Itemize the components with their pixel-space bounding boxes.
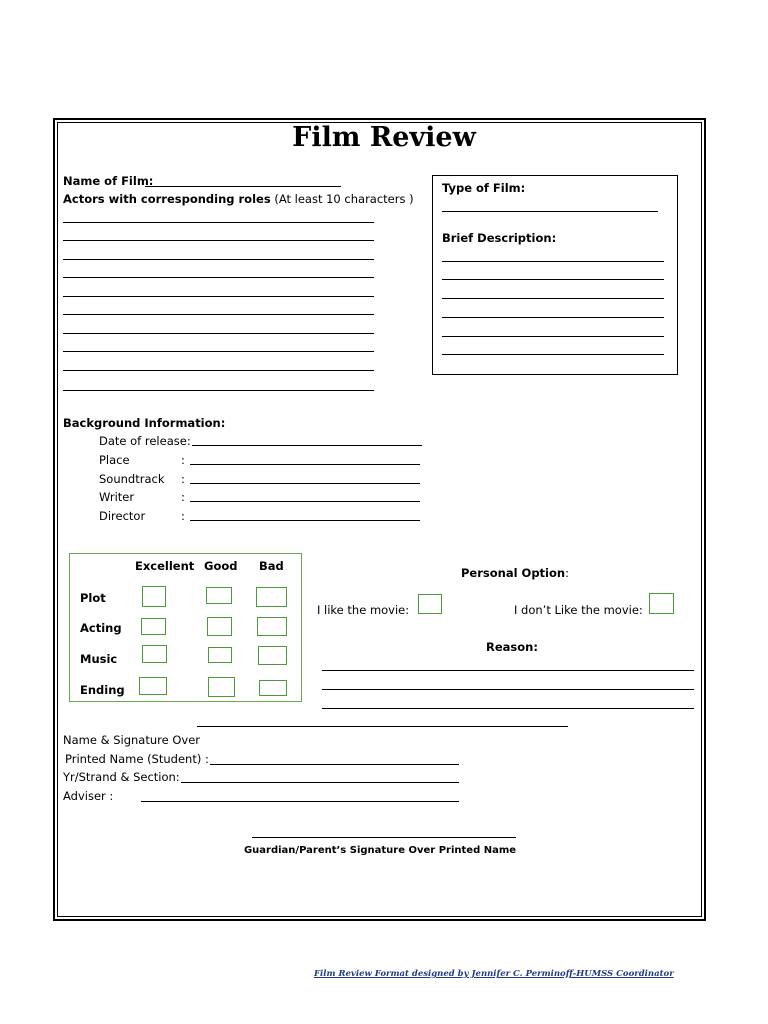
actor-line[interactable]	[63, 296, 374, 297]
date-of-release-field[interactable]	[192, 445, 422, 446]
plot-excellent-checkbox[interactable]	[142, 586, 166, 607]
like-movie-label: I like the movie:	[317, 603, 410, 617]
soundtrack-field[interactable]	[190, 483, 420, 484]
soundtrack-colon: :	[181, 472, 185, 486]
writer-colon: :	[181, 490, 185, 504]
reason-line[interactable]	[322, 670, 694, 671]
reason-line[interactable]	[322, 708, 694, 709]
writer-field[interactable]	[190, 501, 420, 502]
description-line[interactable]	[442, 317, 664, 318]
name-signature-label: Name & Signature Over	[63, 733, 201, 747]
actor-line[interactable]	[63, 390, 374, 391]
rating-column-good: Good	[204, 559, 238, 573]
type-of-film-field[interactable]	[442, 211, 658, 212]
rating-column-bad: Bad	[259, 559, 284, 573]
ending-bad-checkbox[interactable]	[259, 680, 287, 696]
plot-good-checkbox[interactable]	[206, 587, 232, 604]
dislike-movie-checkbox[interactable]	[649, 593, 674, 614]
name-of-film-label: Name of Film:	[63, 174, 154, 188]
printed-name-label: Printed Name (Student) :	[65, 752, 209, 766]
soundtrack-label: Soundtrack	[99, 472, 165, 486]
date-of-release-label: Date of release:	[99, 434, 191, 448]
like-movie-checkbox[interactable]	[418, 594, 442, 614]
rating-row-music: Music	[80, 652, 118, 666]
rating-row-ending: Ending	[80, 683, 125, 697]
personal-option-colon: :	[565, 566, 569, 580]
description-line[interactable]	[442, 298, 664, 299]
reason-label: Reason:	[486, 640, 538, 654]
actors-label-row	[63, 192, 414, 206]
place-label: Place	[99, 453, 130, 467]
guardian-signature-line[interactable]	[252, 837, 516, 838]
background-info-label: Background Information:	[63, 416, 226, 430]
music-excellent-checkbox[interactable]	[142, 645, 167, 663]
strand-section-field[interactable]	[181, 782, 459, 783]
description-line[interactable]	[442, 354, 664, 355]
music-bad-checkbox[interactable]	[258, 646, 287, 665]
ending-excellent-checkbox[interactable]	[139, 677, 167, 695]
printed-name-field[interactable]	[210, 764, 459, 765]
personal-option-label: Personal Option	[461, 566, 566, 580]
rating-row-acting: Acting	[80, 621, 122, 635]
place-colon: :	[181, 453, 185, 467]
place-field[interactable]	[190, 464, 420, 465]
adviser-label: Adviser :	[63, 789, 114, 803]
rating-row-plot: Plot	[80, 591, 106, 605]
dislike-movie-label: I don’t Like the movie:	[514, 603, 643, 617]
brief-description-label: Brief Description:	[442, 231, 557, 245]
description-line[interactable]	[442, 336, 664, 337]
actor-line[interactable]	[63, 277, 374, 278]
ending-good-checkbox[interactable]	[208, 677, 235, 697]
actor-line[interactable]	[63, 351, 374, 352]
plot-bad-checkbox[interactable]	[256, 587, 287, 607]
reason-line[interactable]	[322, 689, 694, 690]
rating-column-excellent: Excellent	[135, 559, 195, 573]
acting-excellent-checkbox[interactable]	[141, 618, 166, 635]
description-line[interactable]	[442, 279, 664, 280]
director-field[interactable]	[190, 520, 420, 521]
actor-line[interactable]	[63, 259, 374, 260]
guardian-signature-label: Guardian/Parent’s Signature Over Printed Name	[243, 845, 517, 856]
music-good-checkbox[interactable]	[208, 647, 232, 663]
actor-line[interactable]	[63, 222, 374, 223]
actor-line[interactable]	[63, 240, 374, 241]
actor-line[interactable]	[63, 370, 374, 371]
type-of-film-box	[432, 175, 678, 375]
writer-label: Writer	[99, 490, 135, 504]
description-line[interactable]	[442, 261, 664, 262]
signature-line[interactable]	[197, 726, 568, 727]
footer-credit: Film Review Format designed by Jennifer C. Perminoff-HUMSS Coordinator	[314, 969, 674, 979]
name-of-film-field[interactable]	[145, 186, 341, 187]
director-label: Director	[99, 509, 146, 523]
director-colon: :	[181, 509, 185, 523]
acting-bad-checkbox[interactable]	[257, 617, 287, 636]
actors-hint: (At least 10 characters )	[274, 192, 414, 206]
actor-line[interactable]	[63, 314, 374, 315]
type-of-film-label: Type of Film:	[442, 181, 526, 195]
adviser-field[interactable]	[141, 801, 459, 802]
page-title: Film Review	[292, 122, 476, 153]
strand-section-label: Yr/Strand & Section:	[63, 770, 180, 784]
personal-option-heading	[461, 566, 569, 580]
acting-good-checkbox[interactable]	[207, 617, 232, 636]
actors-label: Actors with corresponding roles	[63, 192, 271, 206]
actor-line[interactable]	[63, 333, 374, 334]
